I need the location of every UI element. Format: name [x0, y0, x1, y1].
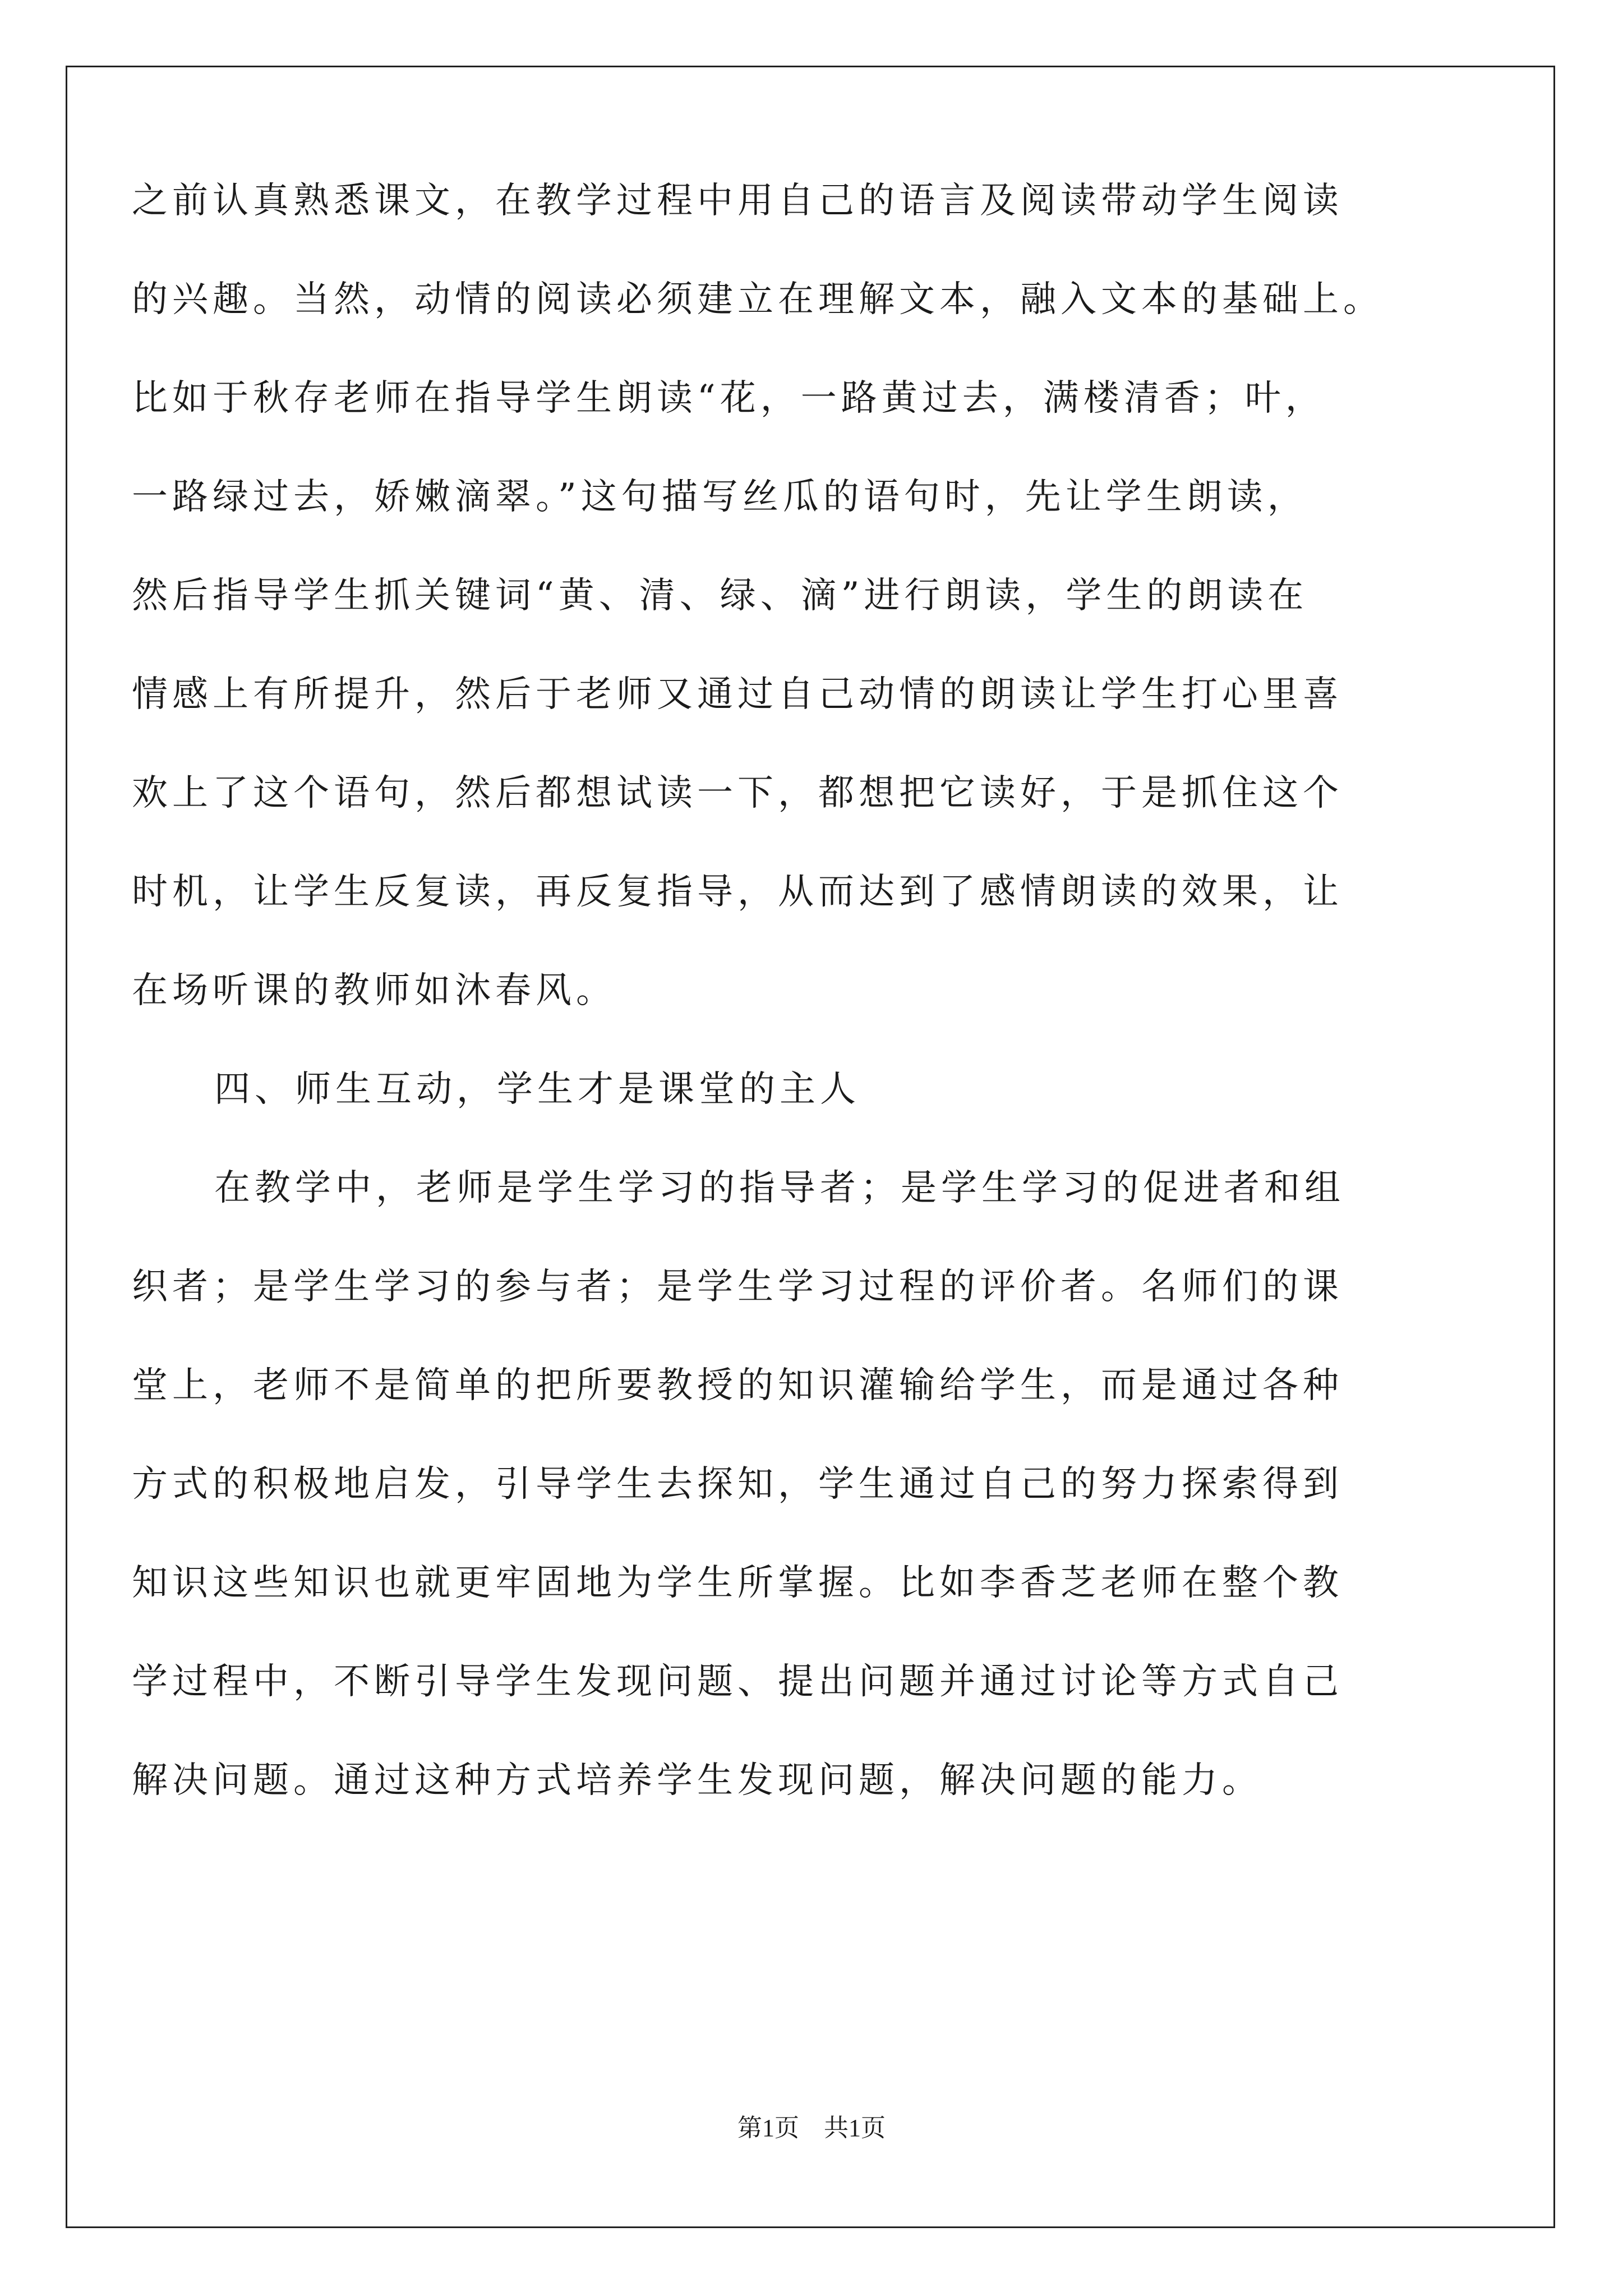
text-line: 比如于秋存老师在指导学生朗读“花，一路黄过去，满楼清香；叶，	[132, 378, 1326, 419]
text-line: 在场听课的教师如沐春风。	[132, 970, 616, 1011]
text-line: 欢上了这个语句，然后都想试读一下，都想把它读好，于是抓住这个	[132, 772, 1343, 814]
text-line: 然后指导学生抓关键词“黄、清、绿、滴”进行朗读，学生的朗读在	[132, 575, 1308, 616]
text-line: 之前认真熟悉课文，在教学过程中用自己的语言及阅读带动学生阅读	[132, 180, 1343, 222]
text-line: 在教学中，老师是学生学习的指导者；是学生学习的促进者和组	[214, 1167, 1345, 1209]
document-body	[132, 151, 1442, 1830]
text-line: 情感上有所提升，然后于老师又通过自己动情的朗读让学生打心里喜	[132, 674, 1343, 715]
text-line: 的兴趣。当然，动情的阅读必须建立在理解文本，融入文本的基础上。	[132, 279, 1384, 320]
section-heading: 四、师生互动，学生才是课堂的主人	[214, 1069, 860, 1110]
page-count: 共1页	[824, 2114, 886, 2142]
text-line: 方式的积极地启发，引导学生去探知，学生通过自己的努力探索得到	[132, 1464, 1343, 1505]
text-line: 解决问题。通过这种方式培养学生发现问题，解决问题的能力。	[132, 1760, 1262, 1801]
page-number: 第1页	[737, 2114, 799, 2142]
text-line: 时机，让学生反复读，再反复指导，从而达到了感情朗读的效果，让	[132, 871, 1343, 913]
text-line: 一路绿过去，娇嫩滴翠。”这句描写丝瓜的语句时，先让学生朗读，	[132, 476, 1308, 518]
text-line: 知识这些知识也就更牢固地为学生所掌握。比如李香芝老师在整个教	[132, 1562, 1343, 1604]
text-line: 堂上，老师不是简单的把所要教授的知识灌输给学生，而是通过各种	[132, 1365, 1343, 1406]
page-footer	[0, 2111, 1623, 2145]
text-line: 织者；是学生学习的参与者；是学生学习过程的评价者。名师们的课	[132, 1266, 1343, 1308]
text-line: 学过程中，不断引导学生发现问题、提出问题并通过讨论等方式自己	[132, 1661, 1343, 1703]
